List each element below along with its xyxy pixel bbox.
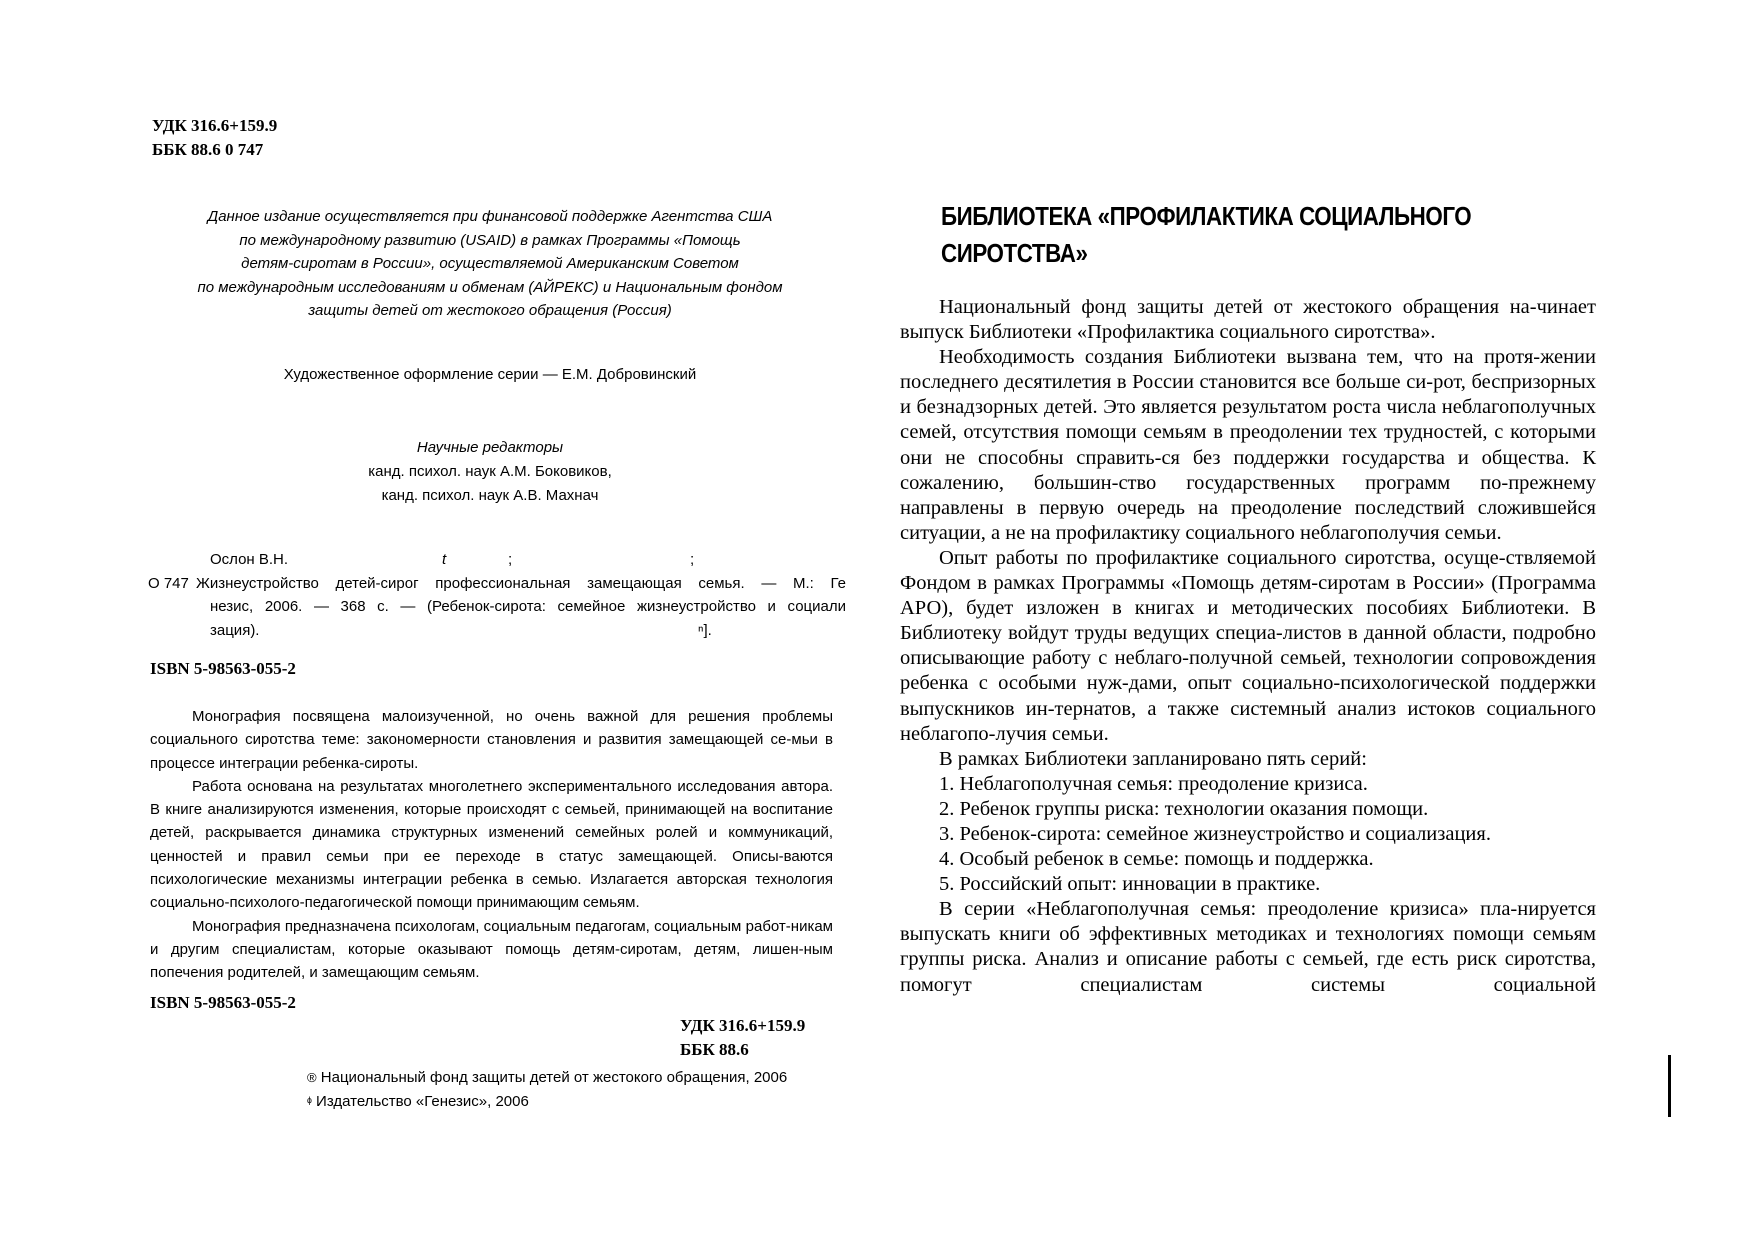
page-heading <box>941 198 1471 272</box>
sponsor-line: Данное издание осуществляется при финансовой поддержке Агентства США <box>207 208 773 225</box>
sponsor-note <box>160 205 820 323</box>
udk-bbk-bottom <box>680 1014 805 1062</box>
record-mark: ; <box>508 551 513 568</box>
series-list-item: 4. Особый ребенок в семье: помощь и поддержка. <box>939 848 1374 871</box>
udk-code: УДК 316.6+159.9 <box>680 1016 806 1035</box>
scientific-editors <box>160 436 820 508</box>
editor-name: канд. психол. наук А.В. Махнач <box>381 487 599 504</box>
author-name: Ослон В.Н. <box>210 551 289 568</box>
body-paragraph: В серии «Неблагополучная семья: преодоление кризиса» пла-нируется выпускать книги об эффективных методиках и технологиях помощи семьям группы риска. Анализ и описание работы с семьей, где есть риск сиротства, помогут специалистам системы социальной <box>900 898 1596 996</box>
abstract <box>150 705 833 985</box>
abstract-paragraph: Работа основана на результатах многолетнего экспериментального исследования автора. В книге анализируются изменения, которые происходят с семьей, принимающей на воспитание детей, раскрывается динамика структурных изменений семейных ролей и коммуникаций, ценностей и правил семьи при ее переходе в статус замещающей. Описы-ваются психологические механизмы интеграции ребенка в семью. Излагается авторская технология социально-психолого-педагогической помощи принимающим семьям. <box>150 777 833 912</box>
registered-icon: ® <box>307 1070 317 1085</box>
body-paragraph: Национальный фонд защиты детей от жестокого обращения на-чинает выпуск Библиотеки «Профилактика социального сиротства». <box>900 296 1596 344</box>
isbn-bottom: ISBN 5-98563-055-2 <box>150 993 296 1012</box>
abstract-paragraph: Монография посвящена малоизученной, но очень важной для решения проблемы социального сиротства теме: закономерности становления и развития замещающей се-мьи в процессе интеграции ребенка-сироты. <box>150 708 833 772</box>
record-line: Жизнеустройство детей-сирог профессиональная замещающая семья. — М.: Ге <box>196 574 846 592</box>
series-list-item: 1. Неблагополучная семья: преодоление кризиса. <box>939 772 1368 795</box>
page-edge-mark <box>1668 1055 1671 1117</box>
bbk-code: ББК 88.6 <box>680 1040 749 1059</box>
body-paragraph: Необходимость создания Библиотеки вызвана тем, что на протя-жении последнего десятилетия в России становится все больше си-рот, беспризорных и безнадзорных детей. Это является результатом роста числа неблагополучных семей, отсутствия помощи семьям в преодолении тех трудностей, с которыми они не способны справить-ся без поддержки государства и общества. К сожалению, большин-ство государственных программ по-прежнему направлены в первую очередь на преодоление последствий сложившейся ситуации, а не на профилактику социального неблагополучия семьи. <box>900 346 1596 544</box>
body-paragraph: Опыт работы по профилактике социального сиротства, осуще-ствляемой Фондом в рамках Программы «Помощь детям-сиротам в России» (Программа АРО), будет изложен в книгах и методических пособиях Библиотеки. В Библиотеку войдут труды ведущих специа-листов в данной области, подробно описывающие работу с неблаго-получной семьей, технологии сопровождения ребенка с особыми нуж-дами, опыт социально-психологической поддержки выпускников ин-тернатов, а также системный анализ истоков социального неблагопо-лучия семьи. <box>900 546 1596 745</box>
left-page <box>0 0 876 1241</box>
series-list-item: 3. Ребенок-сирота: семейное жизнеустройство и социализация. <box>939 822 1491 845</box>
record-mark: ⁿ]. <box>698 621 712 639</box>
copyright-line <box>307 1090 787 1114</box>
record-mark: t <box>442 551 447 568</box>
copyright-block <box>307 1066 787 1114</box>
sponsor-line: детям-сиротам в России», осуществляемой Американским Советом <box>241 255 739 272</box>
copyright-icon: ᶲ <box>307 1094 312 1109</box>
bibliographic-record <box>148 548 848 642</box>
record-line: незис, 2006. — 368 с. — (Ребенок-сирота: семейное жизнеустройство и социали <box>210 598 846 615</box>
right-page <box>876 0 1753 1241</box>
abstract-paragraph: Монография предназначена психологам, социальным педагогам, социальным работ-никам и другим специалистам, которые оказывают помощь детям-сиротам, детям, лишен-ным попечения родителей, и замещающим семьям. <box>150 917 833 982</box>
editor-name: канд. психол. наук А.М. Боковиков, <box>368 463 612 480</box>
record-mark: ; <box>690 551 695 568</box>
udk-code: УДК 316.6+159.9 <box>152 116 278 135</box>
copyright-text: Национальный фонд защиты детей от жестокого обращения, 2006 <box>320 1069 788 1086</box>
record-line: зация). <box>210 621 260 639</box>
heading-line: БИБЛИОТЕКА «ПРОФИЛАКТИКА СОЦИАЛЬНОГО <box>941 201 1472 231</box>
sponsor-line: по международному развитию (USAID) в рамках Программы «Помощь <box>239 231 741 249</box>
copyright-text: Издательство «Генезис», 2006 <box>316 1093 529 1110</box>
heading-line: СИРОТСТВА» <box>941 238 1088 268</box>
body-text <box>900 295 1596 998</box>
design-credit: Художественное оформление серии — Е.М. Добровинский <box>283 366 697 383</box>
sponsor-line: по международным исследованиям и обменам (АЙРЕКС) и Национальным фондом <box>197 278 783 296</box>
copyright-line <box>307 1066 787 1090</box>
bbk-code: ББК 88.6 0 747 <box>152 140 264 159</box>
record-code: О 747 <box>148 574 189 592</box>
sponsor-line: защиты детей от жестокого обращения (Россия) <box>308 302 672 319</box>
udk-bbk-top <box>152 114 277 162</box>
series-list-item: 5. Российский опыт: инновации в практике. <box>939 873 1321 896</box>
body-paragraph: В рамках Библиотеки запланировано пять серий: <box>939 747 1367 770</box>
editors-title: Научные редакторы <box>416 439 564 456</box>
isbn-top: ISBN 5-98563-055-2 <box>150 659 296 678</box>
series-list-item: 2. Ребенок группы риска: технологии оказания помощи. <box>939 797 1429 820</box>
